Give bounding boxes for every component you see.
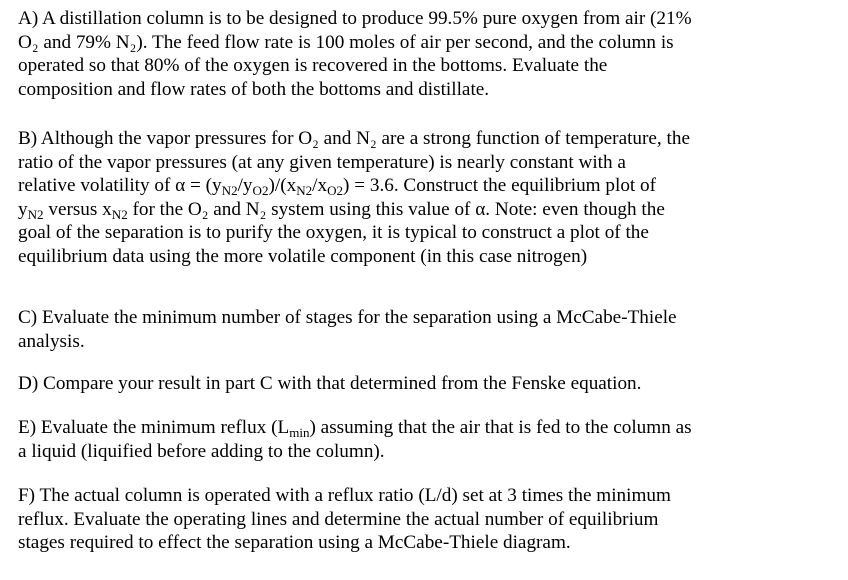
problem-f (18, 484, 830, 555)
problem-c-line-1: C) Evaluate the minimum number of stages for the separation using a McCabe-Thiele (18, 307, 677, 328)
problem-d-line-1: D) Compare your result in part C with that determined from the Fenske equation. (18, 373, 642, 394)
problem-f-line-2: reflux. Evaluate the operating lines and determine the actual number of equilibrium (18, 508, 659, 530)
problem-c (18, 306, 830, 353)
problem-b-line-5: goal of the separation is to purify the oxygen, it is typical to construct a plot of the (18, 222, 649, 244)
problem-a-line-2: O₂ and 79% N₂). The feed flow rate is 100 moles of air per second, and the column is (18, 31, 674, 53)
problem-d (18, 372, 830, 396)
problem-f-line-1: F) The actual column is operated with a reflux ratio (L/d) set at 3 times the minimum (18, 485, 671, 506)
problem-a-line-4: composition and flow rates of both the bottoms and distillate. (18, 78, 490, 100)
problem-a (18, 7, 830, 101)
problem-a-line-3: operated so that 80% of the oxygen is recovered in the bottoms. Evaluate the (18, 55, 608, 77)
problem-b-line-6: equilibrium data using the more volatile component (in this case nitrogen) (18, 245, 588, 267)
problem-e-line-2: a liquid (liquified before adding to the column). (18, 440, 385, 462)
problem-f-line-3: stages required to effect the separation using a McCabe-Thiele diagram. (18, 532, 571, 554)
problem-b-line-4: $y_{N2}$ versus $x_{N2}$ for the O₂ and N₂ system using this value of α. Note: even though the (18, 198, 665, 222)
problem-b (18, 127, 830, 269)
problem-a-line-1: A) A distillation column is to be designed to produce 99.5% pure oxygen from air (21% (18, 8, 692, 29)
problem-e-line-1: E) Evaluate the minimum reflux $(L_{min})$ assuming that the air that is fed to the column as (18, 417, 692, 441)
problem-b-line-2: ratio of the vapor pressures (at any given temperature) is nearly constant with a (18, 151, 626, 173)
problem-b-line-3: relative volatility of $\alpha = (y_{N2}/y_{O2})/(x_{N2}/x_{O2}) = 3.6$. Construct the equilibrium plot of (18, 175, 657, 199)
problem-b-line-1: B) Although the vapor pressures for O₂ and N₂ are a strong function of temperature, the (18, 128, 690, 149)
problem-c-line-2: analysis. (18, 330, 85, 352)
problem-e (18, 416, 830, 463)
